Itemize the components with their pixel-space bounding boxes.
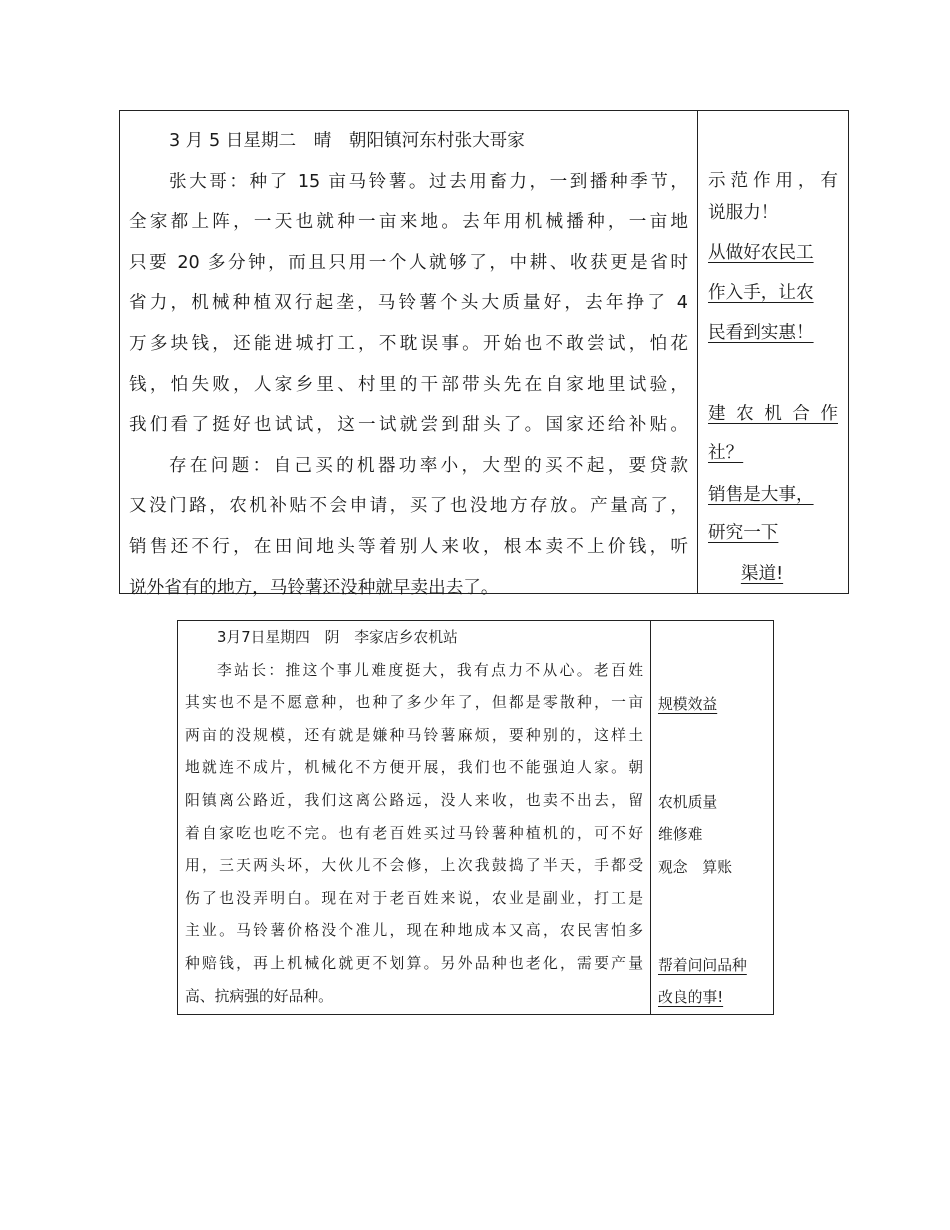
note-line: 维修难 (658, 826, 703, 843)
entry-text-line: 钱，怕失败，人家乡里、村里的干部带头先在自家地里试验， (129, 374, 688, 395)
entry-text-line: 两亩的没规模，还有就是嫌种马铃薯麻烦，要种别的，这样土 (185, 726, 643, 744)
note-line: 社？ (708, 443, 744, 463)
entry-text-line: 我们看了挺好也试试，这一试就尝到甜头了。国家还给补贴。 (129, 415, 688, 436)
note-line: 农机质量 (658, 794, 718, 811)
entry-text-line: 着自家吃也吃不完。也有老百姓买过马铃薯种植机的，可不好 (185, 824, 643, 842)
entry-text-line: 说外省有的地方，马铃薯还没种就早卖出去了。 (129, 577, 499, 598)
entry-text-line: 万多块钱，还能进城打工，不耽误事。开始也不敢尝试，怕花 (129, 333, 688, 354)
note-line: 帮着问问品种 (658, 957, 747, 974)
entry-text-line: 地就连不成片，机械化不方便开展，我们也不能强迫人家。朝 (185, 759, 643, 777)
entry-text-line: 存在问题：自己买的机器功率小，大型的买不起，要贷款 (169, 455, 688, 476)
notes-cell (651, 621, 773, 1014)
notes-cell (698, 111, 848, 593)
note-line: 作入手，让农 (708, 283, 814, 303)
entry-text-line: 只要 20 多分钟，而且只用一个人就够了，中耕、收获更是省时 (129, 252, 688, 273)
diary-entry-cell (178, 621, 651, 1014)
note-line: 建 农 机 合 作 (708, 404, 838, 424)
entry-text-line: 种赔钱，再上机械化就更不划算。另外品种也老化，需要产量 (185, 954, 643, 972)
note-line: 观念 算账 (658, 859, 732, 876)
entry-heading: 3 月 5 日星期二 晴 朝阳镇河东村张大哥家 (169, 131, 525, 151)
note-line: 销售是大事， (708, 485, 814, 505)
entry-text-line: 销售还不行，在田间地头等着别人来收，根本卖不上价钱，听 (129, 536, 688, 557)
entry-text-line: 全家都上阵，一天也就种一亩来地。去年用机械播种，一亩地 (129, 212, 688, 233)
entry-text-line: 又没门路，农机补贴不会申请，买了也没地方存放。产量高了， (129, 496, 688, 517)
entry-text-line: 伤了也没弄明白。现在对于老百姓来说，农业是副业，打工是 (185, 889, 643, 907)
diary-table-2 (177, 620, 774, 1015)
note-line: 改良的事! (658, 989, 724, 1006)
entry-text-line: 省力，机械种植双行起垄，马铃薯个头大质量好，去年挣了 4 (129, 293, 688, 314)
note-line: 民看到实惠！ (708, 323, 814, 343)
note-line: 研究一下 (708, 523, 779, 543)
diary-table-1 (119, 110, 849, 598)
entry-text-line: 张大哥：种了 15 亩马铃薯。过去用畜力，一到播种季节， (169, 171, 688, 192)
entry-text-line: 高、抗病强的好品种。 (185, 987, 333, 1005)
diary-entry-cell (120, 111, 698, 598)
entry-text-line: 用，三天两头坏，大伙儿不会修，上次我鼓捣了半天，手都受 (185, 857, 643, 875)
entry-heading: 3月7日星期四 阴 李家店乡农机站 (217, 629, 458, 646)
entry-text-line: 李站长：推这个事儿难度挺大，我有点力不从心。老百姓 (217, 661, 643, 679)
entry-text-line: 其实也不是不愿意种，也种了多少年了，但都是零散种，一亩 (185, 694, 643, 712)
note-line: 规模效益 (658, 696, 718, 713)
note-line: 说服力！ (708, 203, 779, 223)
entry-text-line: 主业。马铃薯价格没个准儿，现在种地成本又高，农民害怕多 (185, 922, 643, 940)
note-line: 渠道! (740, 564, 784, 584)
entry-text-line: 阳镇离公路近，我们这离公路远，没人来收，也卖不出去，留 (185, 791, 643, 809)
note-line: 从做好农民工 (708, 243, 814, 263)
note-line: 示范作用，有 (708, 171, 838, 191)
